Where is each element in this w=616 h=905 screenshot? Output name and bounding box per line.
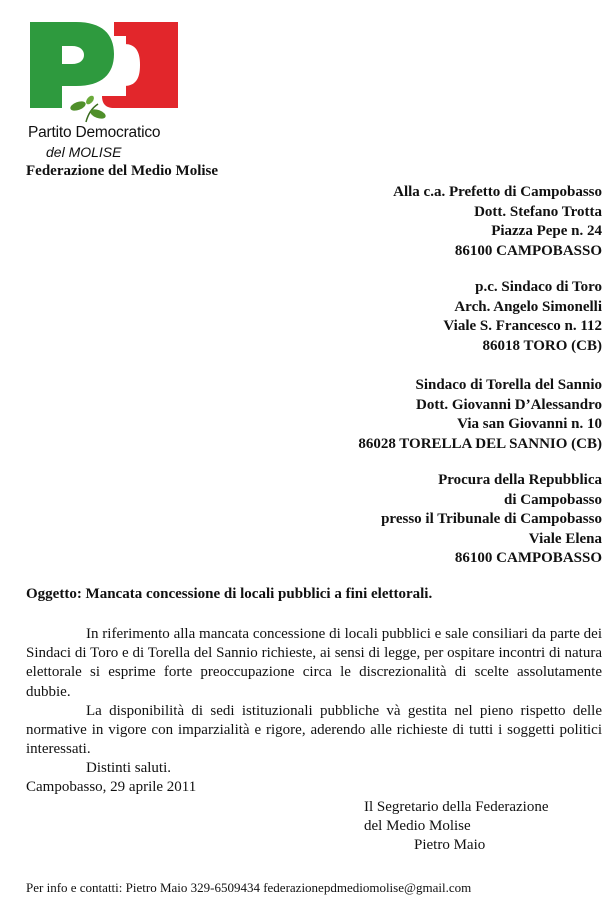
- signature-org: del Medio Molise: [364, 818, 471, 835]
- closing-greeting: Distinti saluti.: [86, 760, 172, 776]
- place-date: Campobasso, 29 aprile 2011: [26, 779, 197, 795]
- address-line: Via san Giovanni n. 10: [457, 416, 602, 432]
- signature-block: [364, 798, 549, 856]
- address-line: Arch. Angelo Simonelli: [454, 298, 602, 315]
- letter-body: [26, 625, 602, 759]
- address-line: Viale S. Francesco n. 112: [443, 318, 602, 334]
- address-line: Dott. Giovanni D’Alessandro: [416, 396, 602, 413]
- pd-logo-icon: [28, 18, 188, 128]
- signature-name: Pietro Maio: [414, 837, 486, 854]
- recipient-prefetto: [393, 183, 602, 261]
- contact-footer: Per info e contatti: Pietro Maio 329-6509434 federazionepdmediomolise@gmail.com: [26, 880, 472, 895]
- address-line: Viale Elena: [528, 530, 602, 547]
- body-paragraph: In riferimento alla mancata concessione di locali pubblici e sale consiliari da parte dei Sindaci di Toro e di Torella del Sannio richieste, ai sensi di legge, per ospitare incontri di natura elettorale si esprime forte preoccupazione circa le discrezionalità di scelte assolutamente dubbie.: [26, 626, 602, 700]
- party-region: del MOLISE: [46, 144, 122, 160]
- address-line: presso il Tribunale di Campobasso: [381, 511, 602, 527]
- body-paragraph: La disponibilità di sedi istituzionali pubbliche và gestita nel pieno rispetto delle normative in vigore con imparzialità e rigore, aderendo alle richieste di tutti i soggetti politici interessati.: [26, 702, 602, 758]
- address-line: di Campobasso: [504, 491, 602, 508]
- address-line: Dott. Stefano Trotta: [474, 203, 602, 220]
- federation-title: Federazione del Medio Molise: [26, 163, 219, 179]
- address-line: Sindaco di Torella del Sannio: [415, 377, 602, 393]
- recipient-sindaco-torella: [358, 376, 602, 454]
- address-line: Procura della Repubblica: [438, 472, 602, 488]
- letter-subject: Oggetto: Mancata concessione di locali pubblici a fini elettorali.: [26, 586, 433, 602]
- recipient-sindaco-toro: [443, 278, 602, 356]
- address-line: 86018 TORO (CB): [482, 337, 602, 354]
- address-line: 86100 CAMPOBASSO: [454, 242, 602, 259]
- recipient-procura: [381, 471, 602, 569]
- address-line: 86028 TORELLA DEL SANNIO (CB): [358, 435, 602, 452]
- party-name: Partito Democratico: [28, 124, 161, 141]
- address-line: 86100 CAMPOBASSO: [454, 550, 602, 566]
- address-line: Piazza Pepe n. 24: [491, 223, 602, 239]
- signature-role: Il Segretario della Federazione: [364, 799, 549, 815]
- address-line: Alla c.a. Prefetto di Campobasso: [393, 184, 602, 200]
- address-line: p.c. Sindaco di Toro: [475, 279, 602, 295]
